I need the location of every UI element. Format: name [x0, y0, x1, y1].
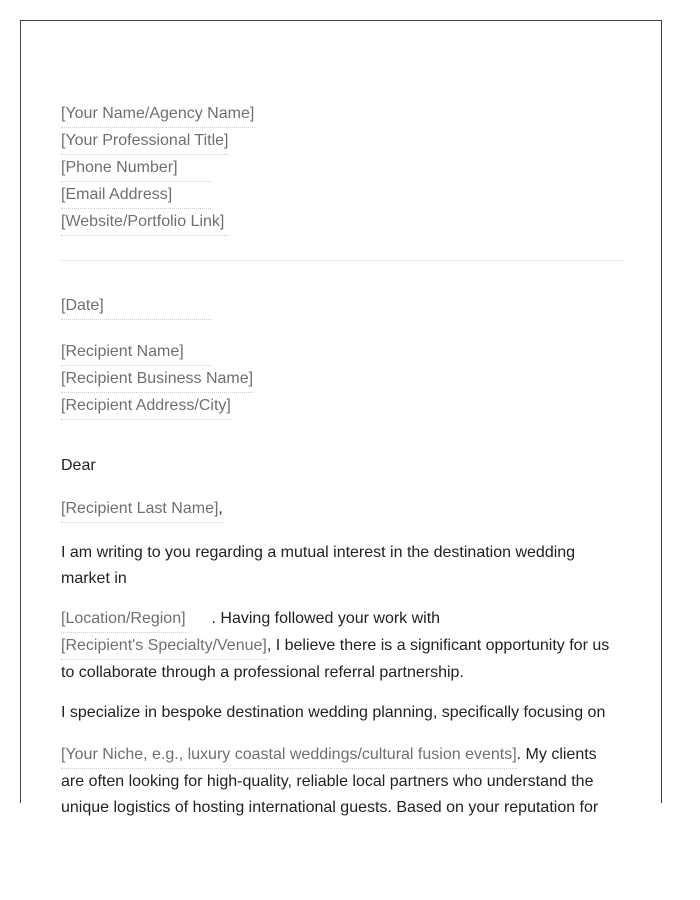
recipient-last-name-field[interactable] — [61, 498, 223, 523]
sender-phone-field[interactable]: [Phone Number] — [61, 157, 211, 182]
specialty-line — [61, 633, 623, 686]
letter-content — [61, 103, 623, 821]
location-field[interactable]: [Location/Region] — [61, 608, 186, 633]
paragraph-location — [61, 606, 623, 686]
sender-title-field[interactable]: [Your Professional Title] — [61, 130, 229, 155]
letter-page — [20, 20, 662, 816]
paragraph-niche — [61, 742, 623, 821]
recipient-name-field[interactable]: [Recipient Name] — [61, 341, 211, 366]
niche-field[interactable]: [Your Niche, e.g., luxury coastal weddings/cultural fusion events] — [61, 744, 517, 769]
recipient-business-field[interactable]: [Recipient Business Name] — [61, 368, 253, 393]
paragraph-intro: I am writing to you regarding a mutual interest in the destination wedding market in — [61, 544, 576, 587]
sender-website-field[interactable]: [Website/Portfolio Link] — [61, 211, 229, 236]
paragraph-specialization: I specialize in bespoke destination wedding planning, specifically focusing on — [61, 704, 606, 721]
greeting-line — [61, 496, 623, 523]
salutation: Dear — [61, 457, 96, 474]
comma: , — [218, 500, 223, 517]
date-line — [61, 293, 623, 320]
date-field[interactable]: [Date] — [61, 295, 211, 320]
header-divider — [61, 260, 623, 261]
sender-block — [61, 103, 623, 236]
recipient-block — [61, 341, 623, 420]
specialty-field[interactable]: [Recipient's Specialty/Venue] — [61, 635, 267, 660]
location-sentence: . Having followed your work with — [211, 610, 441, 627]
specialty-sentence: , I believe there is a significant opportunity for us to collaborate through a professional referral partnership. — [61, 637, 610, 681]
sender-email-field[interactable]: [Email Address] — [61, 184, 211, 209]
recipient-last-name-text: [Recipient Last Name] — [61, 500, 219, 517]
niche-sentence: . My clients are often looking for high-quality, reliable local partners who understand the unique logistics of hosting international guests. Based on your reputation for — [61, 746, 599, 816]
recipient-address-field[interactable]: [Recipient Address/City] — [61, 395, 231, 420]
sender-name-field[interactable]: [Your Name/Agency Name] — [61, 103, 255, 128]
